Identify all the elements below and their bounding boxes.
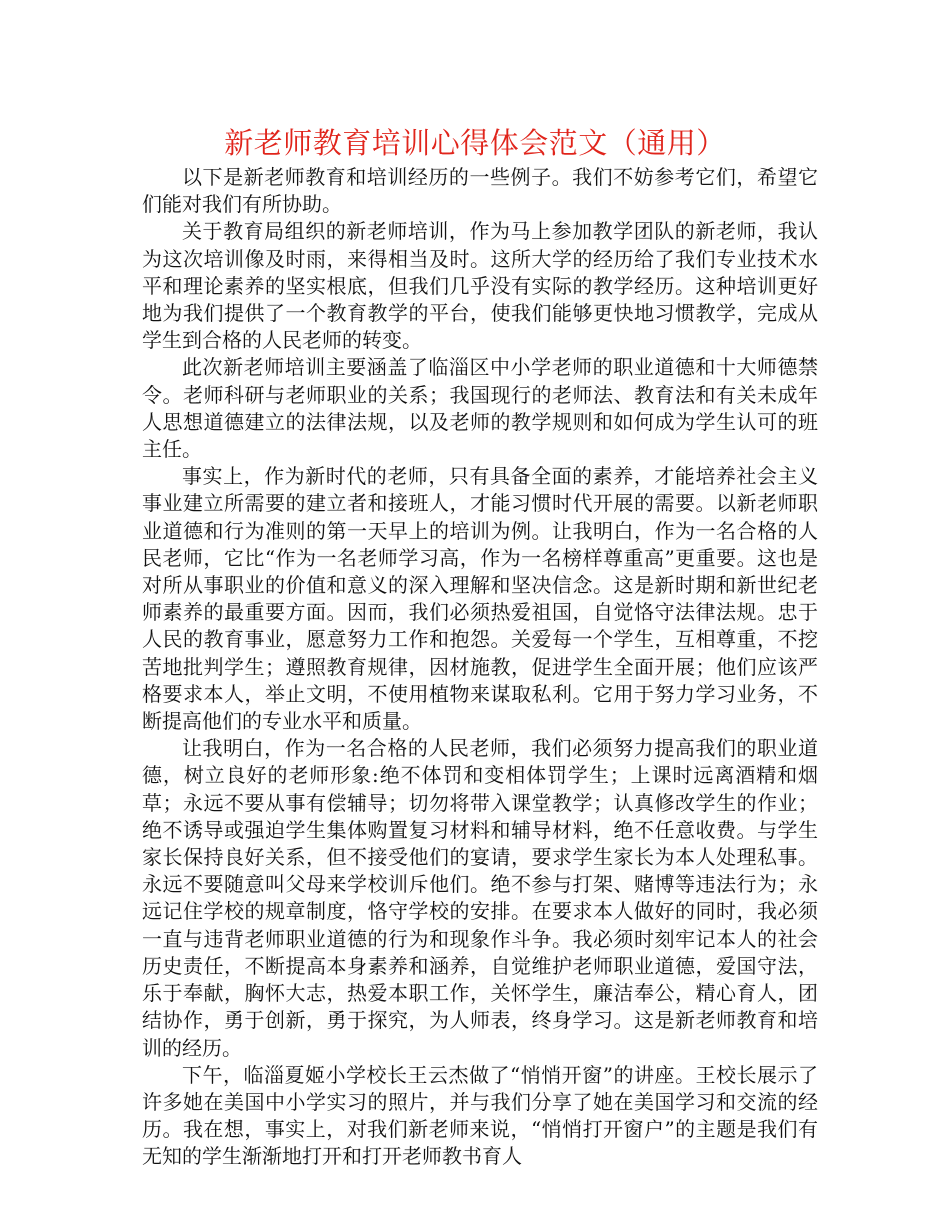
- document-body: [142, 164, 818, 1171]
- paragraph: 以下是新老师教育和培训经历的一些例子。我们不妨参考它们，希望它们能对我们有所协助。: [142, 165, 818, 217]
- paragraph: 此次新老师培训主要涵盖了临淄区中小学老师的职业道德和十大师德禁令。老师科研与老师职业的关系；我国现行的老师法、教育法和有关未成年人思想道德建立的法律法规，以及老师的教学规则和如何成为学生认可的班主任。: [142, 355, 818, 462]
- paragraph: 让我明白，作为一名合格的人民老师，我们必须努力提高我们的职业道德，树立良好的老师形象:绝不体罚和变相体罚学生；上课时远离酒精和烟草；永远不要从事有偿辅导；切勿将带入课堂教学；认真修改学生的作业；绝不诱导或强迫学生集体购置复习材料和辅导材料，绝不任意收费。与学生家长保持良好关系，但不接受他们的宴请，要求学生家长为本人处理私事。永远不要随意叫父母来学校训斥他们。绝不参与打架、赌博等违法行为；永远记住学校的规章制度，恪守学校的安排。在要求本人做好的同时，我必须一直与违背老师职业道德的行为和现象作斗争。我必须时刻牢记本人的社会历史责任，不断提高本身素养和涵养，自觉维护老师职业道德，爱国守法，乐于奉献，胸怀大志，热爱本职工作，关怀学生，廉洁奉公，精心育人，团结协作，勇于创新，勇于探究，为人师表，终身学习。这是新老师教育和培训的经历。: [142, 736, 818, 1060]
- paragraph: 事实上，作为新时代的老师，只有具备全面的素养，才能培养社会主义事业建立所需要的建立者和接班人，才能习惯时代开展的需要。以新老师职业道德和行为准则的第一天早上的培训为例。让我明白，作为一名合格的人民老师，它比“作为一名老师学习高，作为一名榜样尊重高”更重要。这也是对所从事职业的价值和意义的深入理解和坚决信念。这是新时期和新世纪老师素养的最重要方面。因而，我们必须热爱祖国，自觉恪守法律法规。忠于人民的教育事业，愿意努力工作和抱怨。关爱每一个学生，互相尊重，不挖苦地批判学生；遵照教育规律，因材施教，促进学生全面开展；他们应该严格要求本人，举止文明，不使用植物来谋取私利。它用于努力学习业务，不断提高他们的专业水平和质量。: [142, 464, 818, 734]
- paragraph: 下午，临淄夏姬小学校长王云杰做了“悄悄开窗”的讲座。王校长展示了许多她在美国中小学实习的照片，并与我们分享了她在美国学习和交流的经历。我在想，事实上，对我们新老师来说，“悄悄打开窗户”的主题是我们有无知的学生渐渐地打开和打开老师教书育人: [142, 1062, 818, 1169]
- paragraph: 关于教育局组织的新老师培训，作为马上参加教学团队的新老师，我认为这次培训像及时雨，来得相当及时。这所大学的经历给了我们专业技术水平和理论素养的坚实根底，但我们几乎没有实际的教学经历。这种培训更好地为我们提供了一个教育教学的平台，使我们能够更快地习惯教学，完成从学生到合格的人民老师的转变。: [142, 219, 818, 353]
- document-title: 新老师教育培训心得体会范文（通用）: [224, 126, 726, 160]
